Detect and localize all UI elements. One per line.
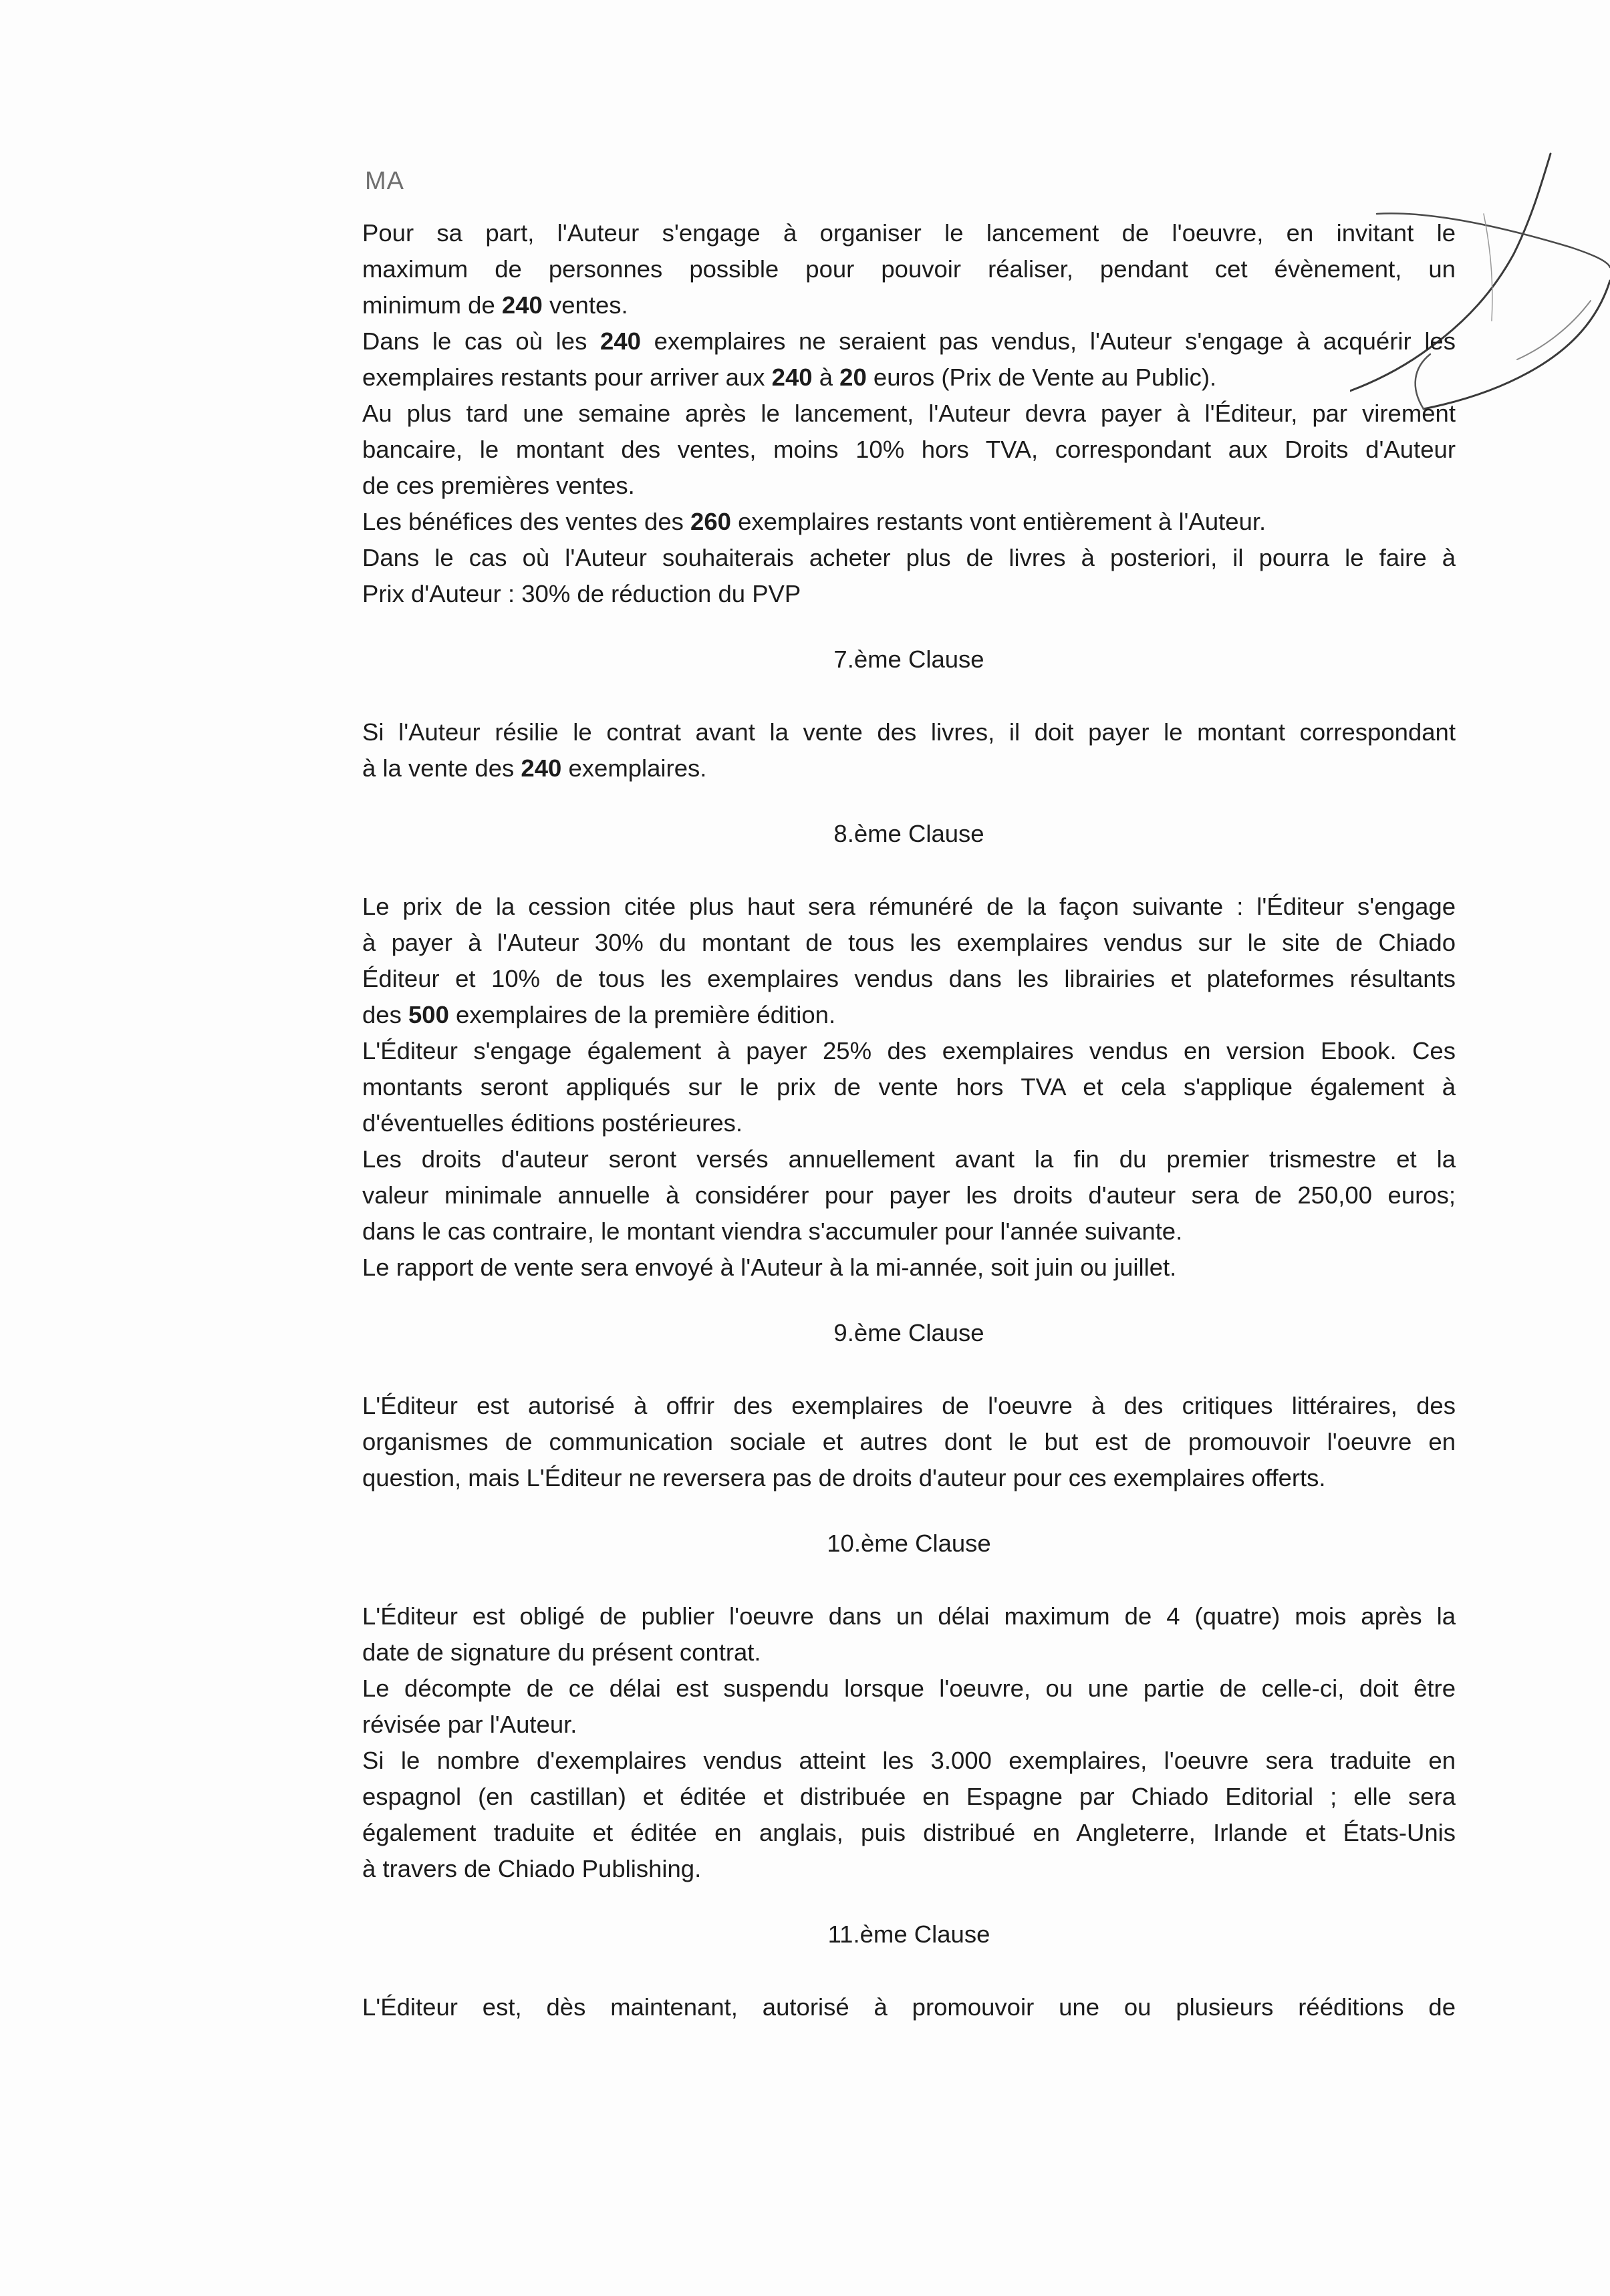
text-line: exemplaires restants pour arriver aux 240 à 20 euros (Prix de Vente au Public). [362,364,1217,391]
clause-7-text [362,714,1456,786]
text-line: de ces premières ventes. [362,472,635,499]
text-line: Prix d'Auteur : 30% de réduction du PVP [362,580,801,607]
text-line: L'Éditeur est, dès maintenant, autorisé à promouvoir une ou plusieurs rééditions de [362,1993,1456,2021]
clause-8-heading: 8.ème Clause [833,820,984,847]
text-line: L'Éditeur s'engage également à payer 25% des exemplaires vendus en version Ebook. Ces [362,1037,1456,1064]
text-line: Le décompte de ce délai est suspendu lorsque l'oeuvre, ou une partie de celle-ci, doit être [362,1675,1456,1702]
text-line: Pour sa part, l'Auteur s'engage à organiser le lancement de l'oeuvre, en invitant le [362,219,1456,247]
text-line: valeur minimale annuelle à considérer pour payer les droits d'auteur sera de 250,00 euros; [362,1181,1456,1209]
text-line: dans le cas contraire, le montant viendra s'accumuler pour l'année suivante. [362,1217,1183,1245]
text-line: Éditeur et 10% de tous les exemplaires vendus dans les librairies et plateformes résultants [362,965,1456,992]
text-line: d'éventuelles éditions postérieures. [362,1109,743,1137]
text-line: Au plus tard une semaine après le lancement, l'Auteur devra payer à l'Éditeur, par virement [362,400,1456,427]
clause-8-text [362,889,1456,1286]
page-initials: MA [365,167,404,195]
text-line: organismes de communication sociale et autres dont le but est de promouvoir l'oeuvre en [362,1428,1456,1455]
text-line: à payer à l'Auteur 30% du montant de tous les exemplaires vendus sur le site de Chiado [362,929,1456,956]
clause-10-text [362,1598,1456,1887]
clause-9-heading: 9.ème Clause [833,1319,984,1346]
text-line: montants seront appliqués sur le prix de vente hors TVA et cela s'applique également à [362,1073,1456,1101]
text-line: maximum de personnes possible pour pouvoir réaliser, pendant cet évènement, un [362,255,1456,283]
paragraph-author-launch [362,215,1456,612]
clause-10-heading: 10.ème Clause [827,1530,991,1557]
clause-7-heading: 7.ème Clause [833,645,984,673]
text-line: L'Éditeur est autorisé à offrir des exemplaires de l'oeuvre à des critiques littéraires, des [362,1392,1456,1419]
text-line: Les bénéfices des ventes des 260 exemplaires restants vont entièrement à l'Auteur. [362,508,1266,535]
clause-11-text [362,1989,1456,2025]
text-line: révisée par l'Auteur. [362,1711,577,1738]
clause-9-text [362,1388,1456,1496]
text-line: Si le nombre d'exemplaires vendus atteint les 3.000 exemplaires, l'oeuvre sera traduite en [362,1747,1456,1774]
text-line: L'Éditeur est obligé de publier l'oeuvre dans un délai maximum de 4 (quatre) mois après la [362,1602,1456,1630]
document-body [362,215,1456,2025]
text-line: également traduite et éditée en anglais, puis distribué en Angleterre, Irlande et États-Unis [362,1819,1456,1846]
text-line: Le rapport de vente sera envoyé à l'Auteur à la mi-année, soit juin ou juillet. [362,1254,1177,1281]
text-line: Dans le cas où l'Auteur souhaiterais acheter plus de livres à posteriori, il pourra le faire à [362,544,1456,571]
text-line: des 500 exemplaires de la première édition. [362,1001,836,1028]
text-line: espagnol (en castillan) et éditée et distribuée en Espagne par Chiado Editorial ; elle sera [362,1783,1456,1810]
text-line: Dans le cas où les 240 exemplaires ne seraient pas vendus, l'Auteur s'engage à acquérir les [362,327,1456,355]
text-line: à la vente des 240 exemplaires. [362,754,707,782]
text-line: Les droits d'auteur seront versés annuellement avant la fin du premier trismestre et la [362,1145,1456,1173]
text-line: bancaire, le montant des ventes, moins 10% hors TVA, correspondant aux Droits d'Auteur [362,436,1456,463]
text-line: minimum de 240 ventes. [362,291,628,319]
clause-11-heading: 11.ème Clause [827,1920,990,1948]
text-line: Le prix de la cession citée plus haut sera rémunéré de la façon suivante : l'Éditeur s'engage [362,893,1456,920]
text-line: Si l'Auteur résilie le contrat avant la vente des livres, il doit payer le montant correspondant [362,718,1456,746]
text-line: question, mais L'Éditeur ne reversera pas de droits d'auteur pour ces exemplaires offerts. [362,1464,1326,1491]
text-line: à travers de Chiado Publishing. [362,1855,702,1882]
text-line: date de signature du présent contrat. [362,1638,761,1666]
